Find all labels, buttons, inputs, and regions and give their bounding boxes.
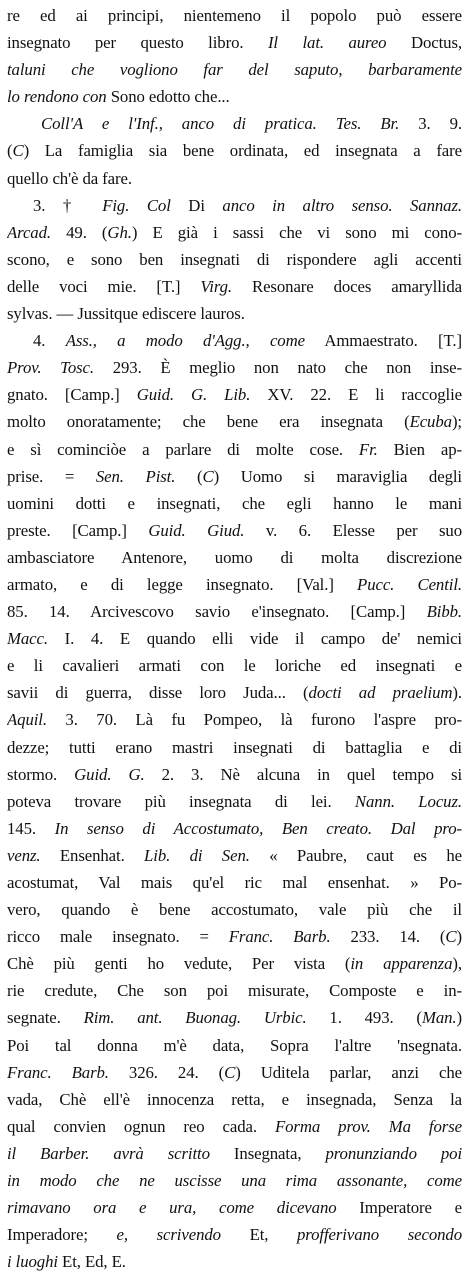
italic-text-segment: Franc. Barb. xyxy=(7,1062,109,1082)
text-line xyxy=(7,327,462,354)
italic-text-segment: C xyxy=(12,141,24,161)
text-line xyxy=(7,273,462,300)
text-segment: dezze; tutti erano mastri insegnati di battaglia e di xyxy=(7,737,462,757)
italic-text-segment: rimavano ora e ura, come dicevano xyxy=(7,1198,337,1218)
text-segment: acostumat, Val mais qu'el ric mal ensenhat. » Po- xyxy=(7,873,462,892)
text-segment: savii di guerra, disse loro Juda... ( xyxy=(7,683,309,703)
text-segment: delle voci mie. [T.] xyxy=(7,276,201,296)
text-line xyxy=(7,436,462,463)
text-line xyxy=(7,652,462,679)
text-segment: vero, quando è bene accostumato, vale più che il xyxy=(7,900,462,920)
italic-text-segment: Fig. Col xyxy=(102,195,171,215)
italic-text-segment: il Barber. avrà scritto xyxy=(7,1143,210,1163)
text-line xyxy=(7,381,462,408)
italic-text-segment: Ecuba xyxy=(409,412,452,432)
text-line xyxy=(7,1032,462,1059)
text-segment: 1. 493. ( xyxy=(306,1008,422,1028)
text-segment: Imperatore e xyxy=(336,1198,462,1218)
text-segment: prise. = xyxy=(7,466,96,486)
italic-text-segment: C xyxy=(445,927,457,947)
text-line xyxy=(7,165,462,192)
italic-text-segment: Ass., a modo d'Agg., come xyxy=(65,331,305,351)
text-segment: 85. 14. Arcivescovo savio e'insegnato. [Camp.] xyxy=(7,602,427,622)
text-segment: ) E già i sassi che vi sono mi cono- xyxy=(131,222,462,242)
text-segment: 233. 14. ( xyxy=(330,927,446,947)
text-segment: 293. È meglio non nato che non inse- xyxy=(94,358,462,378)
text-line xyxy=(7,1113,462,1140)
text-segment: gnato. [Camp.] xyxy=(7,385,137,405)
text-segment: e li cavalieri armati con le loriche ed insegnati e xyxy=(7,656,462,676)
text-segment: e sì cominciòe a parlare di molte cose. xyxy=(7,439,359,459)
text-line xyxy=(7,1194,462,1221)
text-line xyxy=(7,517,462,544)
text-segment: ( xyxy=(7,141,13,161)
text-segment: Resonare doces amaryllida xyxy=(232,276,462,296)
text-line xyxy=(7,625,462,652)
text-segment: armato, e di legge insegnato. [Val.] xyxy=(7,574,358,594)
text-line xyxy=(7,490,462,517)
text-line xyxy=(7,463,462,490)
text-line xyxy=(7,110,462,137)
text-line xyxy=(7,869,462,896)
text-line xyxy=(7,815,462,842)
italic-text-segment: Fr. xyxy=(358,439,378,459)
text-line xyxy=(7,1248,462,1275)
text-line xyxy=(7,1167,462,1194)
italic-text-segment: Macc. xyxy=(7,629,48,649)
italic-text-segment: Guid. G. xyxy=(74,764,145,784)
text-line xyxy=(7,679,462,706)
text-line xyxy=(7,788,462,815)
text-segment: quello ch'è da fare. xyxy=(7,168,132,188)
text-line xyxy=(7,950,462,977)
text-segment: 326. 24. ( xyxy=(108,1062,225,1082)
italic-text-segment: Pucc. Centil. xyxy=(357,574,462,594)
italic-text-segment: Franc. Barb. xyxy=(228,927,331,947)
text-segment: Di xyxy=(170,195,223,215)
text-segment: sylvas. — Jussitque ediscere lauros. xyxy=(7,304,245,324)
text-segment: Et, Ed, E. xyxy=(57,1252,126,1272)
text-line xyxy=(7,192,462,219)
text-line xyxy=(7,706,462,733)
text-segment: Ammaestrato. [T.] xyxy=(304,331,462,351)
italic-text-segment: Nann. Locuz. xyxy=(354,791,462,811)
text-line xyxy=(7,83,462,110)
italic-text-segment: C xyxy=(224,1062,236,1082)
italic-text-segment: Virg. xyxy=(200,276,233,296)
italic-text-segment: in modo che ne uscisse una rima assonante, come xyxy=(7,1171,462,1191)
text-segment: preste. [Camp.] xyxy=(7,520,149,540)
text-segment: segnate. xyxy=(7,1008,84,1028)
text-line xyxy=(7,2,462,29)
text-segment: ), xyxy=(452,954,462,974)
text-segment: v. 6. Elesse per suo xyxy=(244,520,462,540)
italic-text-segment: venz. xyxy=(7,845,41,865)
text-segment: 3. † xyxy=(33,195,103,215)
text-segment: Et, xyxy=(220,1225,298,1245)
text-line xyxy=(7,300,462,327)
text-segment: 145. xyxy=(7,818,55,838)
italic-text-segment: C xyxy=(202,466,214,486)
text-segment: Ensenhat. xyxy=(40,845,145,865)
text-segment: I. 4. E quando elli vide il campo de' nemici xyxy=(47,629,462,649)
text-segment: scono, e sono ben insegnati di rispondere agli accenti xyxy=(7,249,462,269)
text-segment: ); xyxy=(451,412,462,432)
text-line xyxy=(7,408,462,435)
text-line xyxy=(7,598,462,625)
text-segment: insegnato per questo libro. xyxy=(7,33,268,53)
italic-text-segment: Arcad. xyxy=(7,222,51,242)
italic-text-segment: i luoghi xyxy=(7,1252,58,1272)
italic-text-segment: Gh. xyxy=(107,222,132,242)
italic-text-segment: Man. xyxy=(421,1008,457,1028)
text-segment: Bien ap- xyxy=(377,439,462,459)
italic-text-segment: In senso di Accostumato, Ben creato. Dal pro- xyxy=(54,818,462,838)
italic-text-segment: Aquil. xyxy=(7,710,47,730)
text-segment: vada, Chè ell'è innocenza retta, e insegnada, Senza la xyxy=(7,1089,462,1109)
text-line xyxy=(7,1004,462,1031)
italic-text-segment: barbaramente xyxy=(368,60,462,80)
text-segment: « Paubre, caut es he xyxy=(249,845,462,865)
italic-text-segment: Guid. G. Lib. xyxy=(136,385,251,405)
text-segment: , xyxy=(338,60,369,80)
text-line xyxy=(7,842,462,869)
italic-text-segment: in apparenza xyxy=(350,954,453,974)
text-segment: 2. 3. Nè alcuna in quel tempo si xyxy=(144,764,462,784)
text-segment: Doctus, xyxy=(386,33,462,53)
text-segment: re ed ai principi, nientemeno il popolo può essere xyxy=(7,6,462,25)
text-line xyxy=(7,761,462,788)
text-line xyxy=(7,137,462,164)
text-segment: 49. ( xyxy=(50,222,108,242)
text-line xyxy=(7,571,462,598)
italic-text-segment: Guid. Giud. xyxy=(148,520,245,540)
text-segment: 3. 70. Là fu Pompeo, là furono l'aspre pro- xyxy=(46,710,462,730)
text-line xyxy=(7,734,462,761)
text-segment: ) Uomo si maraviglia degli xyxy=(213,466,462,486)
italic-text-segment: lo rendono con xyxy=(7,87,107,107)
italic-text-segment: Bibb. xyxy=(426,602,462,622)
text-line xyxy=(7,219,462,246)
text-segment: Chè più genti ho vedute, Per vista ( xyxy=(7,954,351,974)
italic-text-segment: Lib. di Sen. xyxy=(144,845,250,865)
text-segment: molto onoratamente; che bene era insegnata ( xyxy=(7,412,410,432)
text-line xyxy=(7,354,462,381)
italic-text-segment: Il lat. aureo xyxy=(267,33,387,53)
text-segment: ) xyxy=(456,1008,462,1028)
text-line xyxy=(7,923,462,950)
italic-text-segment: e, scrivendo xyxy=(116,1225,221,1245)
text-line xyxy=(7,1086,462,1113)
italic-text-segment: Coll'A e l'Inf., anco di pratica. Tes. Br. xyxy=(41,114,400,134)
italic-text-segment: taluni che vogliono far del saputo xyxy=(7,60,339,80)
text-segment: ). xyxy=(452,683,462,703)
text-segment: stormo. xyxy=(7,764,75,784)
text-segment: ricco male insegnato. = xyxy=(7,927,229,947)
text-segment: ) Uditela parlar, anzi che xyxy=(235,1062,462,1082)
text-line xyxy=(7,977,462,1004)
text-line xyxy=(7,29,462,56)
italic-text-segment: pronunziando poi xyxy=(325,1143,462,1163)
text-segment: 4. xyxy=(33,331,66,351)
text-segment: XV. 22. E li raccoglie xyxy=(250,385,462,405)
text-line xyxy=(7,544,462,571)
text-segment: 3. 9. xyxy=(399,114,462,134)
text-line xyxy=(7,56,462,83)
text-segment: ambasciatore Antenore, uomo di molta discrezione xyxy=(7,547,462,567)
italic-text-segment: Sen. Pist. xyxy=(95,466,176,486)
italic-text-segment: profferivano secondo xyxy=(297,1225,462,1245)
italic-text-segment: Rim. ant. Buonag. Urbic. xyxy=(83,1008,307,1028)
text-segment: Insegnata, xyxy=(209,1143,326,1163)
italic-text-segment: anco in altro senso. Sannaz. xyxy=(222,195,462,215)
text-segment: qual convien ognun reo cada. xyxy=(7,1116,275,1136)
italic-text-segment: Forma prov. Ma forse xyxy=(274,1116,462,1136)
text-segment: uomini dotti e insegnati, che egli hanno le mani xyxy=(7,493,462,513)
text-segment: Poi tal donna m'è data, Sopra l'altre 'nsegnata. xyxy=(7,1035,462,1055)
text-segment: ( xyxy=(175,466,203,486)
italic-text-segment: Prov. Tosc. xyxy=(7,358,94,378)
text-segment: rie credute, Che son poi misurate, Composte e in- xyxy=(7,981,462,1001)
text-line xyxy=(7,1059,462,1086)
italic-text-segment: docti ad praelium xyxy=(308,683,453,703)
text-segment: Imperadore; xyxy=(7,1225,117,1245)
text-line xyxy=(7,246,462,273)
text-line xyxy=(7,1221,462,1248)
text-segment: ) La famiglia sia bene ordinata, ed insegnata a fare xyxy=(23,141,462,161)
text-segment: poteva trovare più insegnata di lei. xyxy=(7,791,355,811)
text-line xyxy=(7,896,462,923)
text-segment: ) xyxy=(456,927,462,947)
text-line xyxy=(7,1140,462,1167)
text-segment: Sono edotto che... xyxy=(106,87,230,107)
